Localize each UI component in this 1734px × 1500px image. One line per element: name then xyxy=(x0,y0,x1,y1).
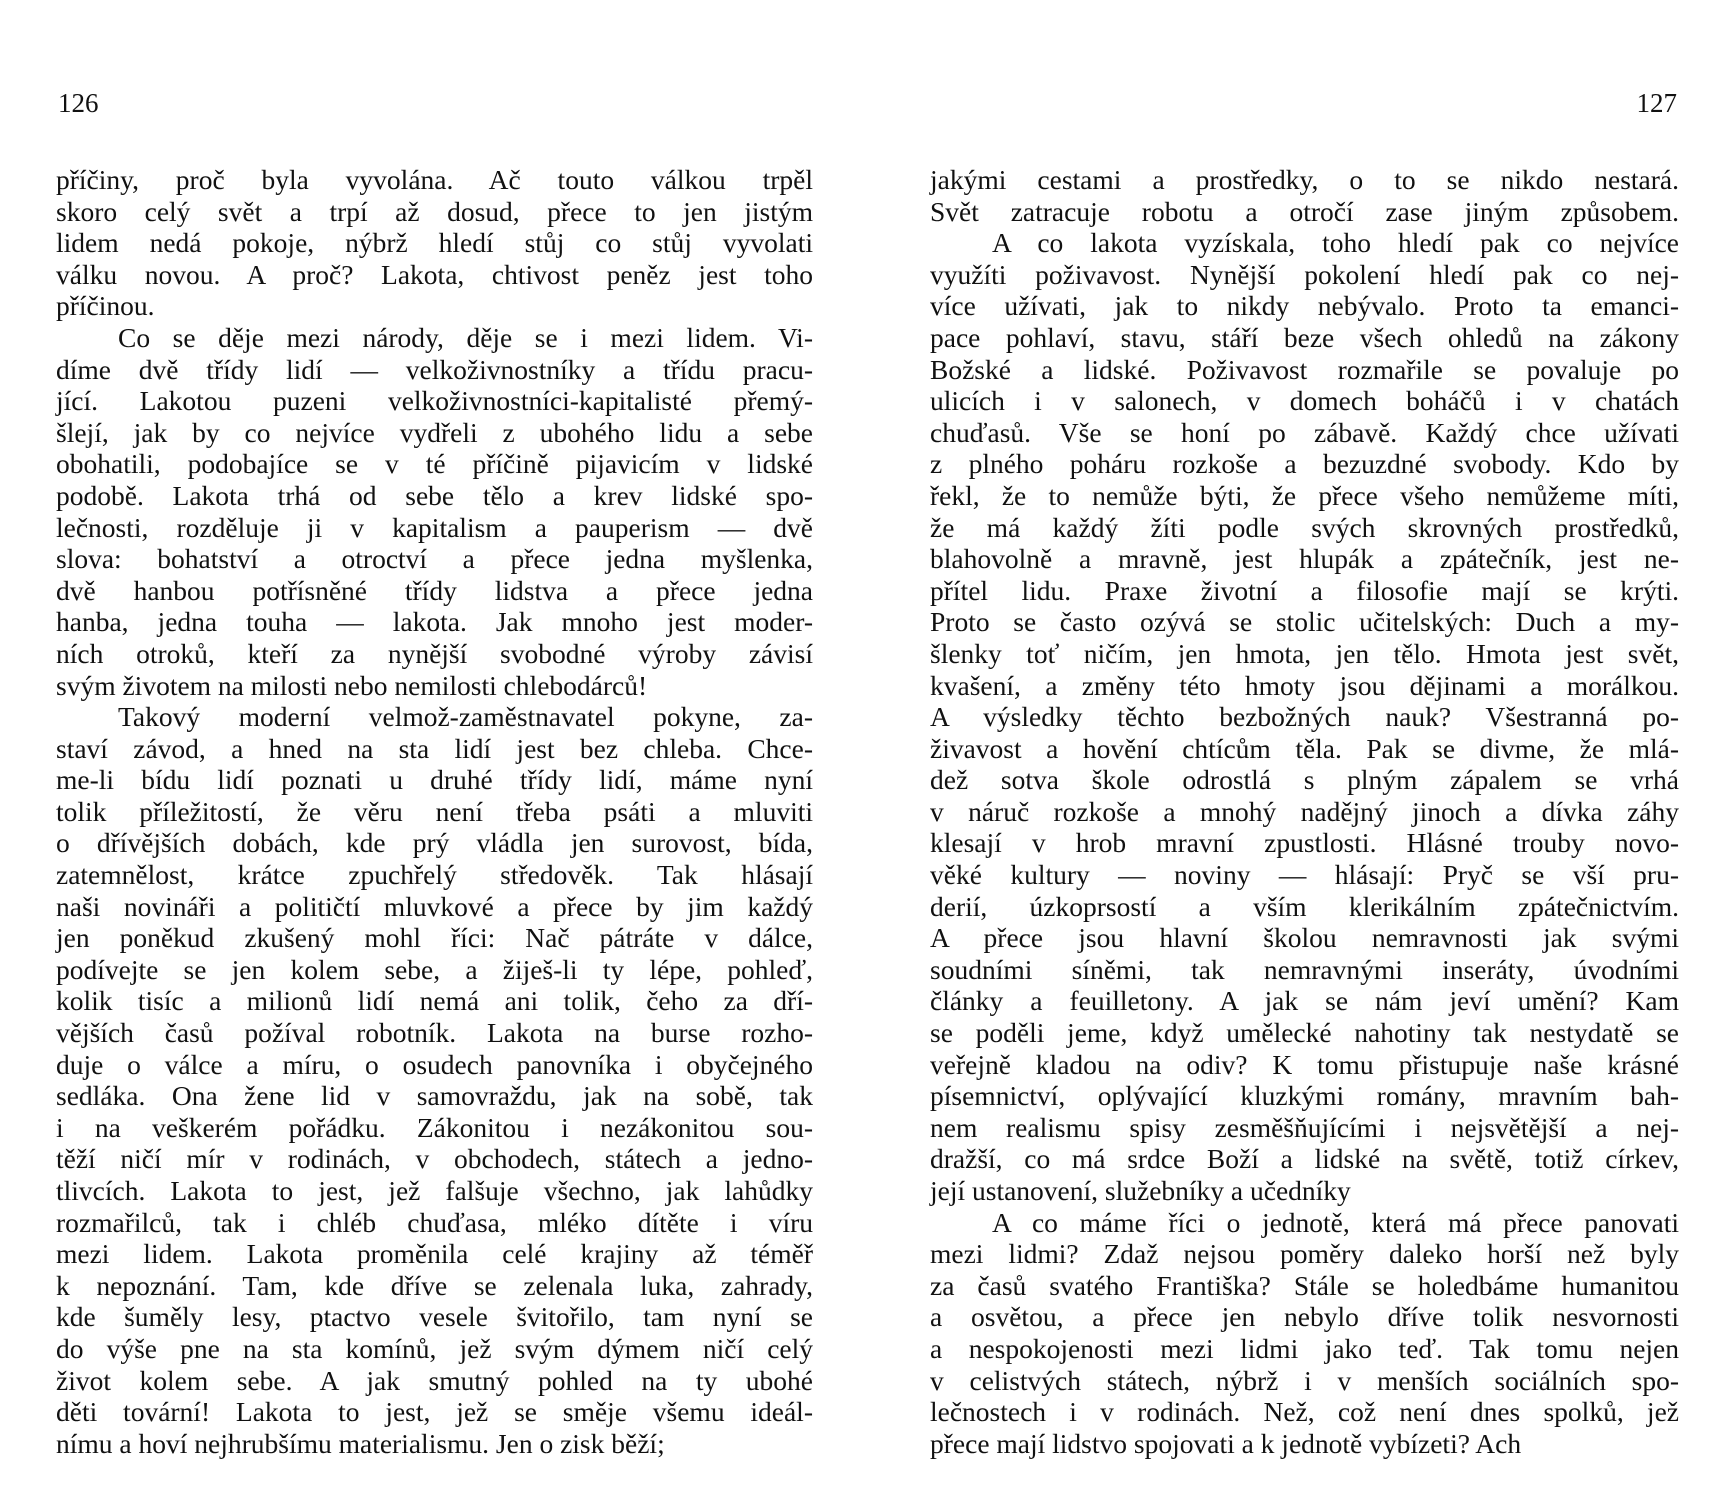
text-line: život kolem sebe. A jak smutný pohled na ty ubohé xyxy=(56,1364,813,1396)
text-line: kvašení, a změny této hmoty jsou dějinami a morálkou. xyxy=(930,669,1679,701)
text-line: podobě. Lakota trhá od sebe tělo a krev lidské spo- xyxy=(56,479,813,511)
text-line: zatemnělost, krátce zpuchřelý středověk. Tak hlásají xyxy=(56,859,813,891)
text-line: jící. Lakotou puzeni velkoživnostníci-kapitalisté přemý- xyxy=(56,385,813,417)
text-line: blahovolně a mravně, jest hlupák a zpátečník, jest ne- xyxy=(930,543,1679,575)
text-line: v celistvých státech, nýbrž i v menších sociálních spo- xyxy=(930,1364,1679,1396)
text-line: naši novináři a političtí mluvkové a přece by jim každý xyxy=(56,890,813,922)
text-line: svým životem na milosti nebo nemilosti chlebodárců! xyxy=(56,669,648,701)
text-line: se poděli jeme, když umělecké nahotiny tak nestydatě se xyxy=(930,1017,1679,1049)
text-line: články a feuilletony. A jak se nám jeví umění? Kam xyxy=(930,985,1679,1017)
text-line: Svět zatracuje robotu a otročí zase jiným způsobem. xyxy=(930,195,1679,227)
text-line: pace pohlaví, stavu, stáří beze všech ohledů na zákony xyxy=(930,321,1679,353)
text-line: kde šuměly lesy, ptactvo vesele švitořilo, tam nyní se xyxy=(56,1301,813,1333)
left-page-text xyxy=(56,164,813,1459)
text-line: tolik příležitostí, že věru není třeba psáti a mluviti xyxy=(56,795,813,827)
text-line: veřejně kladou na odiv? K tomu přistupuje naše krásné xyxy=(930,1048,1679,1080)
text-line: ulicích i v salonech, v domech boháčů i v chatách xyxy=(930,385,1679,417)
text-line: příčiny, proč byla vyvolána. Ač touto válkou trpěl xyxy=(56,164,813,195)
text-line: využíti poživavost. Nynější pokolení hledí pak co nej- xyxy=(930,258,1679,290)
text-line: přítel lidu. Praxe životní a filosofie mají se krýti. xyxy=(930,574,1679,606)
left-page xyxy=(56,0,813,1500)
text-line: Takový moderní velmož-zaměstnavatel pokyne, za- xyxy=(118,701,813,733)
text-line: válku novou. A proč? Lakota, chtivost peněz jest toho xyxy=(56,258,813,290)
text-line: A co lakota vyzískala, toho hledí pak co nejvíce xyxy=(992,227,1679,259)
text-line: lečnostech i v rodinách. Než, což není dnes spolků, jež xyxy=(930,1396,1679,1428)
text-line: z plného poháru rozkoše a bezuzdné svobody. Kdo by xyxy=(930,448,1679,480)
text-line: skoro celý svět a trpí až dosud, přece to jen jistým xyxy=(56,195,813,227)
text-line: lidem nedá pokoje, nýbrž hledí stůj co stůj vyvolati xyxy=(56,227,813,259)
text-line: Božské a lidské. Poživavost rozmařile se povaluje po xyxy=(930,353,1679,385)
text-line: vějších časů požíval robotník. Lakota na burse rozho- xyxy=(56,1017,813,1049)
text-line: rozmařilců, tak i chléb chuďasa, mléko dítěte i víru xyxy=(56,1206,813,1238)
text-line: chuďasů. Vše se honí po zábavě. Každý chce užívati xyxy=(930,416,1679,448)
text-line: mezi lidem. Lakota proměnila celé krajiny až téměř xyxy=(56,1238,813,1270)
text-line: ních otroků, kteří za nynější svobodné výroby závisí xyxy=(56,637,813,669)
text-line: příčinou. xyxy=(56,290,155,322)
text-line: lečnosti, rozděluje ji v kapitalism a pauperism — dvě xyxy=(56,511,813,543)
text-line: me-li bídu lidí poznati u druhé třídy lidí, máme nyní xyxy=(56,764,813,796)
text-line: šlenky toť ničím, jen hmota, jen tělo. Hmota jest svět, xyxy=(930,637,1679,669)
text-line: Proto se často ozývá se stolic učitelských: Duch a my- xyxy=(930,606,1679,638)
text-line: řekl, že to nemůže býti, že přece všeho nemůžeme míti, xyxy=(930,479,1679,511)
text-line: jen poněkud zkušený mohl říci: Nač pátráte v dálce, xyxy=(56,922,813,954)
text-line: tlivcích. Lakota to jest, jež falšuje všechno, jak lahůdky xyxy=(56,1175,813,1206)
text-line: hanba, jedna touha — lakota. Jak mnoho jest moder- xyxy=(56,606,813,638)
text-line: nímu a hoví nejhrubšímu materialismu. Jen o zisk běží; xyxy=(56,1427,665,1459)
right-page-text xyxy=(930,164,1679,1459)
text-line: klesají v hrob mravní zpustlosti. Hlásné trouby novo- xyxy=(930,827,1679,859)
text-line: věké kultury — noviny — hlásají: Pryč se vší pru- xyxy=(930,859,1679,891)
text-line: mezi lidmi? Zdaž nejsou poměry daleko horší než byly xyxy=(930,1238,1679,1270)
text-line: A co máme říci o jednotě, která má přece panovati xyxy=(992,1206,1679,1238)
text-line: písemnictví, oplývající kluzkými romány, mravním bah- xyxy=(930,1080,1679,1112)
text-line: více užívati, jak to nikdy nebývalo. Proto ta emanci- xyxy=(930,290,1679,322)
text-line: A přece jsou hlavní školou nemravnosti jak svými xyxy=(930,922,1679,954)
text-line: staví závod, a hned na sta lidí jest bez chleba. Chce- xyxy=(56,732,813,764)
right-page xyxy=(930,0,1679,1500)
text-line: šlejí, jak by co nejvíce vydřeli z ubohého lidu a sebe xyxy=(56,416,813,448)
page-number: 126 xyxy=(58,88,99,118)
text-line: děti tovární! Lakota to jest, jež se směje všemu ideál- xyxy=(56,1396,813,1428)
text-line: soudními síněmi, tak nemravnými inseráty, úvodními xyxy=(930,953,1679,985)
text-line: Co se děje mezi národy, děje se i mezi lidem. Vi- xyxy=(118,321,813,353)
text-line: její ustanovení, služebníky a učedníky xyxy=(930,1175,1351,1206)
text-line: obohatili, podobajíce se v té příčině pijavicím v lidské xyxy=(56,448,813,480)
text-line: do výše pne na sta komínů, jež svým dýmem ničí celý xyxy=(56,1332,813,1364)
text-line: a osvětou, a přece jen nebylo dříve tolik nesvornosti xyxy=(930,1301,1679,1333)
page-number: 127 xyxy=(1636,88,1677,118)
text-line: dež sotva škole odrostlá s plným zápalem se vrhá xyxy=(930,764,1679,796)
text-line: přece mají lidstvo spojovati a k jednotě vybízeti? Ach xyxy=(930,1427,1522,1459)
text-line: slova: bohatství a otroctví a přece jedna myšlenka, xyxy=(56,543,813,575)
text-line: dražší, co má srdce Boží a lidské na světě, totiž církev, xyxy=(930,1143,1679,1175)
text-line: sedláka. Ona žene lid v samovraždu, jak na sobě, tak xyxy=(56,1080,813,1112)
text-line: za časů svatého Františka? Stále se holedbáme humanitou xyxy=(930,1269,1679,1301)
text-line: díme dvě třídy lidí — velkoživnostníky a třídu pracu- xyxy=(56,353,813,385)
text-line: i na veškerém pořádku. Zákonitou i nezákonitou sou- xyxy=(56,1111,813,1143)
text-line: dvě hanbou potřísněné třídy lidstva a přece jedna xyxy=(56,574,813,606)
text-line: o dřívějších dobách, kde prý vládla jen surovost, bída, xyxy=(56,827,813,859)
text-line: nem realismu spisy zesměšňujícími i nejsvětější a nej- xyxy=(930,1111,1679,1143)
text-line: a nespokojenosti mezi lidmi jako teď. Tak tomu nejen xyxy=(930,1332,1679,1364)
text-line: kolik tisíc a milionů lidí nemá ani tolik, čeho za dří- xyxy=(56,985,813,1017)
text-line: derií, úzkoprsostí a vším klerikálním zpátečnictvím. xyxy=(930,890,1679,922)
text-line: A výsledky těchto bezbožných nauk? Všestranná po- xyxy=(930,701,1679,733)
text-line: živavost a hovění chtícům těla. Pak se divme, že mlá- xyxy=(930,732,1679,764)
text-line: k nepoznání. Tam, kde dříve se zelenala luka, zahrady, xyxy=(56,1269,813,1301)
text-line: těží ničí mír v rodinách, v obchodech, státech a jedno- xyxy=(56,1143,813,1175)
text-line: podívejte se jen kolem sebe, a žiješ-li ty lépe, pohleď, xyxy=(56,953,813,985)
text-line: že má každý žíti podle svých skrovných prostředků, xyxy=(930,511,1679,543)
text-line: v náruč rozkoše a mnohý nadějný jinoch a dívka záhy xyxy=(930,795,1679,827)
text-line: duje o válce a míru, o osudech panovníka i obyčejného xyxy=(56,1048,813,1080)
text-line: jakými cestami a prostředky, o to se nikdo nestará. xyxy=(930,164,1679,195)
